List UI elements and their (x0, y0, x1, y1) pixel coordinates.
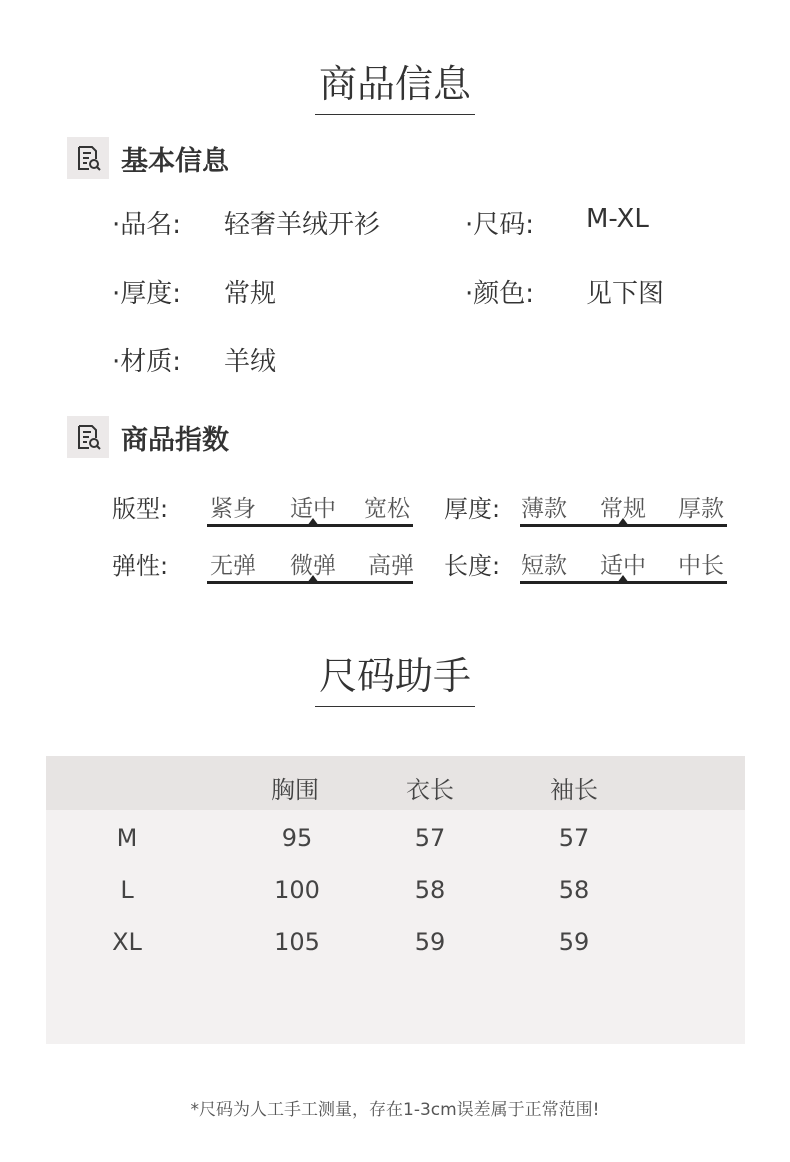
scale-option: 高弹 (368, 553, 414, 579)
size-table (46, 756, 745, 1044)
size-label: M (116, 824, 138, 852)
scale-option: 适中 (290, 496, 336, 522)
scale-option: 中长 (678, 553, 724, 579)
chest-value: 95 (281, 824, 313, 852)
scale-marker (617, 575, 629, 583)
measurement-note: *尺码为人工手工测量，存在1-3cm误差属于正常范围! (190, 1100, 600, 1120)
size-helper-title: 尺码助手 (315, 656, 475, 707)
info-key-size: ·尺码: (465, 210, 535, 240)
scale-option: 宽松 (364, 496, 410, 522)
length-value: 59 (414, 928, 446, 956)
scale-option: 厚款 (678, 496, 724, 522)
index-label-elasticity: 弹性: (112, 552, 169, 580)
scale-marker (617, 518, 629, 526)
index-scale-length (520, 547, 727, 587)
basic-info-header (67, 136, 229, 180)
info-key-thickness: ·厚度: (112, 279, 182, 309)
product-info-title-wrap (0, 64, 790, 115)
scale-marker (307, 575, 319, 583)
length-value: 57 (414, 824, 446, 852)
sleeve-value: 59 (558, 928, 590, 956)
size-label: L (120, 876, 134, 904)
scale-option: 无弹 (210, 553, 256, 579)
index-label-thickness: 厚度: (444, 495, 501, 523)
scale-option: 适中 (600, 553, 646, 579)
size-helper-title-wrap (0, 656, 790, 707)
info-value-name: 轻奢羊绒开衫 (224, 210, 381, 240)
index-scale-thickness (520, 490, 727, 530)
product-index-header (67, 415, 229, 459)
scale-option: 短款 (521, 553, 567, 579)
info-value-thickness: 常规 (224, 279, 277, 309)
size-table-header (46, 756, 745, 810)
product-info-title: 商品信息 (315, 64, 475, 115)
basic-info-label: 基本信息 (121, 145, 229, 177)
scale-option: 常规 (600, 496, 646, 522)
column-header-sleeve: 袖长 (550, 776, 598, 804)
column-header-length: 衣长 (406, 776, 454, 804)
document-search-icon (67, 137, 109, 179)
chest-value: 100 (274, 876, 320, 904)
info-value-material: 羊绒 (224, 347, 277, 377)
product-index-label: 商品指数 (121, 424, 229, 456)
document-search-icon (67, 416, 109, 458)
index-label-length: 长度: (444, 552, 501, 580)
chest-value: 105 (274, 928, 320, 956)
scale-option: 薄款 (521, 496, 567, 522)
length-value: 58 (414, 876, 446, 904)
index-scale-fit (207, 490, 413, 530)
scale-option: 紧身 (210, 496, 256, 522)
info-key-material: ·材质: (112, 347, 182, 377)
size-label: XL (112, 928, 142, 956)
info-value-color: 见下图 (586, 279, 665, 309)
info-key-name: ·品名: (112, 210, 182, 240)
index-scale-elasticity (207, 547, 413, 587)
index-label-fit: 版型: (112, 495, 169, 523)
scale-option: 微弹 (290, 553, 336, 579)
sleeve-value: 57 (558, 824, 590, 852)
info-value-size: M-XL (586, 204, 649, 234)
column-header-chest: 胸围 (271, 776, 319, 804)
sleeve-value: 58 (558, 876, 590, 904)
info-key-color: ·颜色: (465, 279, 535, 309)
scale-marker (307, 518, 319, 526)
